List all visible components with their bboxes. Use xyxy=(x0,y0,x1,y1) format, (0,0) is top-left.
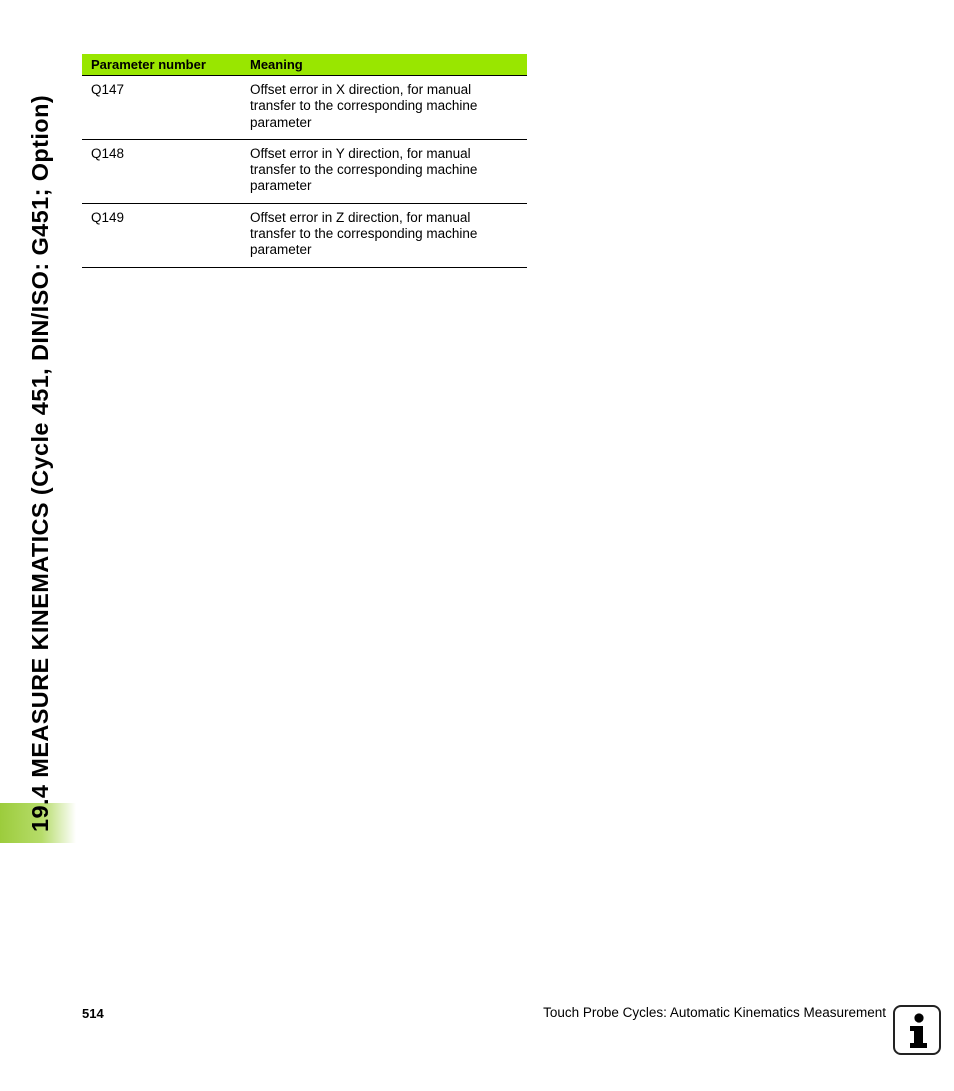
table-row xyxy=(82,139,527,203)
table-header-row xyxy=(82,54,527,76)
parameter-cell: Q149 xyxy=(82,203,250,267)
table-row xyxy=(82,203,527,267)
column-header-meaning: Meaning xyxy=(250,54,527,76)
parameter-table xyxy=(82,54,527,268)
page-number: 514 xyxy=(82,1006,104,1021)
meaning-cell: Offset error in X direction, for manual transfer to the corresponding machine parameter xyxy=(250,76,527,140)
column-header-parameter-number: Parameter number xyxy=(82,54,250,76)
meaning-cell: Offset error in Z direction, for manual transfer to the corresponding machine parameter xyxy=(250,203,527,267)
parameter-cell: Q147 xyxy=(82,76,250,140)
footer-title: Touch Probe Cycles: Automatic Kinematics Measurement xyxy=(543,1005,886,1020)
meaning-cell: Offset error in Y direction, for manual transfer to the corresponding machine parameter xyxy=(250,139,527,203)
info-icon xyxy=(893,1005,941,1055)
chapter-section-title: 19.4 MEASURE KINEMATICS (Cycle 451, DIN/ISO: G451; Option) xyxy=(27,94,53,832)
parameter-cell: Q148 xyxy=(82,139,250,203)
table-row xyxy=(82,76,527,140)
